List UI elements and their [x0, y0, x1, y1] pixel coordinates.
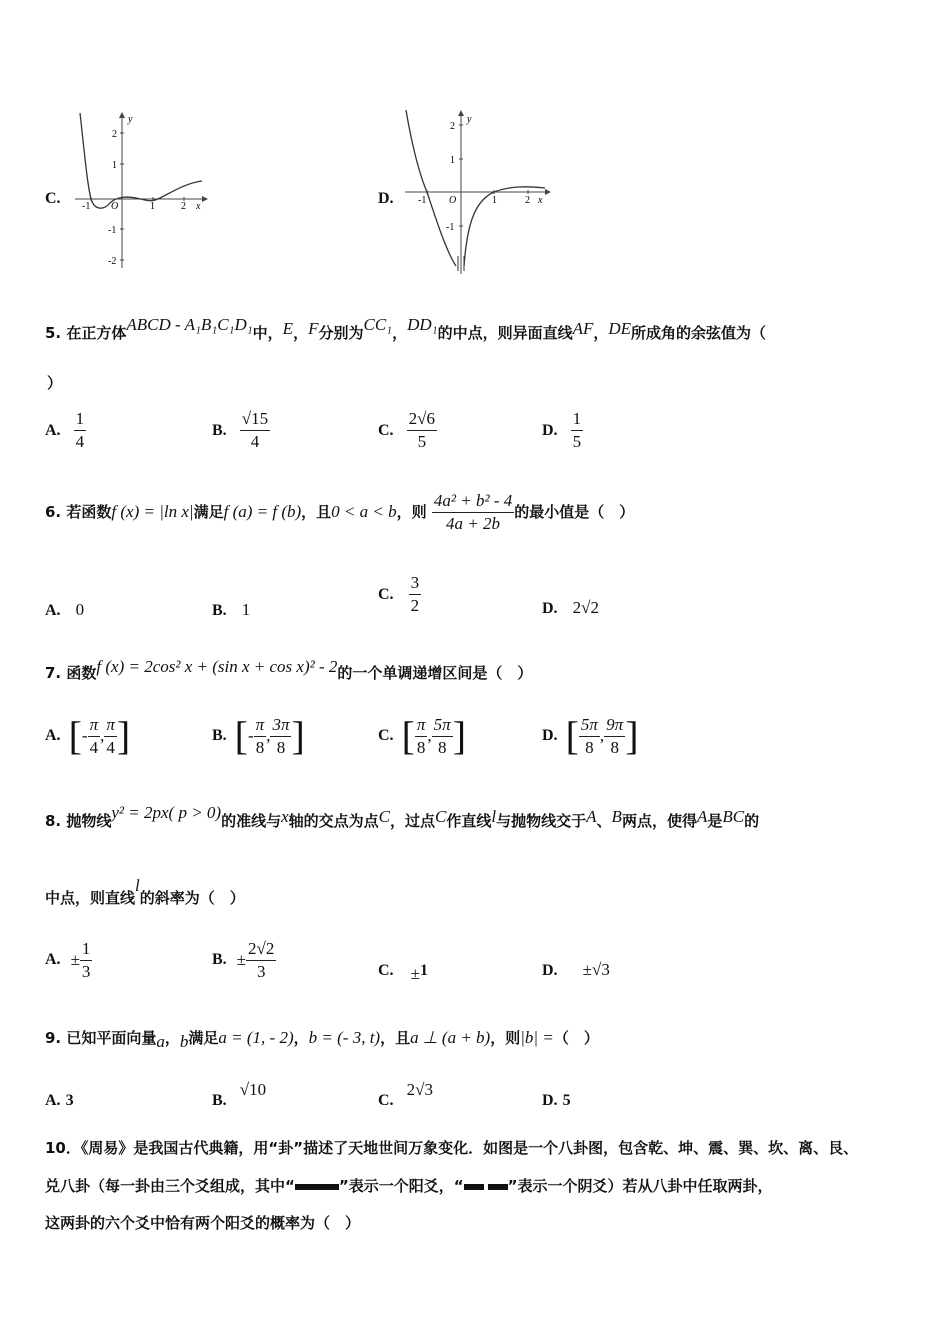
q8-text-7: 、	[596, 812, 612, 830]
q6-option-c[interactable]	[378, 574, 421, 615]
denominator: 4	[250, 431, 260, 451]
graph-c-ytick-1: 1	[112, 160, 117, 171]
q5-option-c[interactable]	[378, 410, 437, 451]
plus-minus: ±	[410, 964, 420, 983]
graph-c-ylabel: y	[128, 114, 133, 125]
denominator: 5	[572, 431, 582, 451]
q8-text-3: 轴的交点为点	[288, 812, 379, 830]
graph-c-ytick-2: 2	[112, 129, 117, 140]
denominator: 3	[256, 961, 266, 981]
q8-line-l-2: l	[135, 876, 140, 895]
q5-option-d[interactable]	[542, 410, 583, 451]
q8-text-4: ，过点	[390, 812, 436, 830]
q5-text-1: 在正方体	[66, 324, 127, 342]
q9-text-6: ，则	[490, 1029, 521, 1047]
q6-option-b-label: B.	[212, 602, 227, 619]
q5-dd1: DD₁	[407, 315, 438, 334]
q7-function: f (x) = 2cos² x + (sin x + cos x)² - 2	[96, 657, 338, 676]
denominator: 5	[417, 431, 427, 451]
graph-d-ytick-m1: -1	[446, 222, 455, 233]
q6-option-c-frac	[409, 574, 422, 615]
right-endpoint	[604, 716, 625, 757]
q5-cube: ABCD - A₁B₁C₁D₁	[126, 315, 253, 334]
q8-option-b[interactable]	[212, 940, 276, 981]
q8-parabola: y² = 2px( p > 0)	[111, 803, 222, 822]
sign: -	[81, 726, 88, 746]
q9-text-1: 已知平面向量	[66, 1029, 157, 1047]
denominator: 8	[610, 737, 619, 757]
graph-c-xlabel: x	[196, 201, 201, 212]
denominator: 4	[75, 431, 85, 451]
q8-text-9: 是	[707, 812, 723, 830]
q7-option-b-label: B.	[212, 727, 227, 745]
right-bracket: ]	[452, 713, 467, 759]
graph-c	[70, 108, 210, 273]
q9-stem	[45, 1027, 599, 1051]
q5-comma-2: ，	[392, 324, 408, 342]
q8-text-10: 的	[744, 812, 760, 830]
q7-option-d[interactable]: D. [ $\frac{5\pi}{8}$ , $\frac{9\pi}{8}$ ]	[542, 713, 639, 759]
right-bracket: ]	[625, 713, 639, 759]
q9-option-b[interactable]	[212, 1080, 267, 1109]
denominator: 2	[410, 595, 420, 615]
graph-d-xtick-m1: -1	[418, 195, 427, 206]
q6-option-d-label: D.	[542, 600, 558, 617]
graph-c-origin: O	[111, 201, 119, 212]
right-bracket: ]	[116, 713, 131, 759]
q8-text-11: 中点，则直线	[45, 889, 136, 907]
q5-option-b[interactable]	[212, 410, 270, 451]
q9-text-5: ，且	[380, 1029, 411, 1047]
q5-option-c-label: C.	[378, 421, 394, 439]
q9-vector-b-value: b = (- 3, t)	[308, 1028, 381, 1047]
q8-stem-line-2	[45, 876, 245, 908]
q8-text-8: 两点，使得	[621, 812, 697, 830]
q8-stem-line-1	[45, 803, 760, 831]
q9-option-d-value: 5	[562, 1092, 571, 1109]
q6-option-b[interactable]	[212, 600, 250, 620]
numerator: √15	[240, 410, 270, 431]
q6-text-2: 满足	[193, 502, 224, 521]
q5-option-a[interactable]	[45, 410, 86, 451]
q7-option-a-label: A.	[45, 727, 61, 745]
q7-stem	[45, 657, 533, 683]
numerator: π	[88, 716, 101, 737]
numerator: 3	[409, 574, 422, 595]
graph-c-xtick-2: 2	[181, 201, 186, 212]
q8-option-d-value: ±√3	[582, 960, 610, 979]
q8-segment-bc: BC	[722, 807, 745, 826]
q8-option-d[interactable]	[542, 960, 610, 980]
q5-comma-3: ，	[593, 324, 609, 342]
yin-yao-right-icon	[488, 1184, 508, 1190]
graph-c-ytick-m1: -1	[108, 225, 117, 236]
q9-vector-b: b	[179, 1032, 189, 1051]
q8-option-a-frac	[80, 940, 93, 981]
q8-line-l: l	[491, 807, 497, 826]
q8-option-c-label: C.	[378, 962, 394, 979]
q9-text-7: （ ）	[553, 1029, 599, 1047]
right-bracket: ]	[291, 713, 305, 759]
q8-option-a[interactable]	[45, 940, 92, 981]
yin-yao-left-icon	[464, 1184, 484, 1190]
graph-c-curve	[80, 113, 202, 208]
q6-number: 6.	[45, 502, 62, 521]
numerator: 9π	[604, 716, 625, 737]
q6-text-1: 若函数	[66, 502, 112, 521]
q6-equality: f (a) = f (b)	[223, 501, 302, 521]
q9-vector-a: a	[156, 1032, 165, 1051]
q9-option-a-label: A.	[45, 1092, 61, 1109]
q5-stem	[45, 315, 767, 343]
q6-option-c-label: C.	[378, 585, 394, 603]
q9-option-b-label: B.	[212, 1092, 227, 1109]
q8-text-1: 抛物线	[66, 812, 112, 830]
q9-option-c[interactable]	[378, 1080, 433, 1109]
plus-minus: ±	[70, 950, 80, 970]
numerator: 2√6	[407, 410, 437, 431]
graph-c-xtick-m1: -1	[82, 201, 91, 212]
q5-point-e: E	[282, 319, 294, 338]
q9-option-c-value: 2√3	[406, 1080, 433, 1099]
graph-d-curve-right	[464, 187, 545, 266]
q10-text-1: 兑八卦（每一卦由三个爻组成，其中“	[45, 1177, 295, 1195]
q7-text-1: 函数	[66, 664, 97, 682]
right-endpoint	[432, 716, 453, 757]
q6-expression	[432, 492, 514, 533]
q9-option-c-label: C.	[378, 1092, 394, 1109]
q5-option-b-label: B.	[212, 421, 227, 439]
option-c-label: C.	[45, 190, 61, 207]
denominator: 8	[255, 737, 265, 757]
q5-cc1: CC₁	[363, 315, 393, 334]
numerator: 4a² + b² - 4	[432, 492, 514, 513]
graph-c-xtick-1: 1	[150, 201, 155, 212]
q6-option-a[interactable]	[45, 600, 84, 620]
graph-d-curve-left	[406, 110, 456, 266]
q5-comma: ，	[293, 324, 309, 342]
left-bracket: [	[68, 713, 82, 759]
q5-text-3: 分别为	[318, 324, 364, 342]
q9-vector-a-value: a = (1, - 2)	[218, 1028, 294, 1047]
q8-text-2: 的准线与	[221, 812, 282, 830]
q8-option-b-frac	[246, 940, 276, 981]
left-endpoint	[415, 716, 428, 757]
q10-line-3: 这两卦的六个爻中恰有两个阳爻的概率为（ ）	[45, 1214, 361, 1232]
q8-point-a-2: A	[696, 807, 708, 826]
q9-perpendicular: a ⊥ (a + b)	[410, 1028, 491, 1047]
q5-option-c-frac	[407, 410, 437, 451]
q8-text-5: 作直线	[446, 812, 492, 830]
q10-line-2	[45, 1175, 772, 1196]
q5-option-d-frac	[571, 410, 584, 451]
q8-option-c-value: 1	[420, 962, 428, 979]
graph-d-ytick-2: 2	[450, 121, 455, 132]
left-endpoint	[254, 716, 267, 757]
left-endpoint	[88, 716, 101, 757]
q9-option-d[interactable]	[542, 1090, 571, 1110]
denominator: 3	[81, 961, 91, 981]
q5-close-paren: ）	[47, 374, 63, 392]
q5-number: 5.	[45, 324, 62, 342]
q6-text-5: 的最小值是（ ）	[514, 502, 635, 521]
graph-d-xtick-2: 2	[525, 195, 530, 206]
q5-option-a-frac	[74, 410, 87, 451]
graph-c-ytick-m2: -2	[108, 256, 117, 267]
denominator: 8	[437, 737, 447, 757]
q5-option-b-frac	[240, 410, 270, 451]
left-bracket: [	[234, 713, 248, 759]
q7-number: 7.	[45, 664, 62, 682]
q10-line-1: 10．《周易》是我国古代典籍，用“卦”描述了天地世间万象变化．如图是一个八卦图，包含乾、坤、震、巽、坎、离、艮、	[45, 1139, 859, 1157]
denominator: 4a + 2b	[446, 513, 501, 533]
q6-option-a-label: A.	[45, 602, 61, 619]
q8-number: 8.	[45, 812, 62, 830]
q10-text-2: ”表示一个阳爻，“	[338, 1177, 464, 1195]
numerator: 2√2	[246, 940, 276, 961]
q8-point-c: C	[378, 807, 391, 826]
q5-text-5: 所成角的余弦值为（	[631, 324, 767, 342]
q8-point-a: A	[586, 807, 597, 826]
yang-yao-icon	[295, 1184, 339, 1190]
q8-text-12: 的斜率为（ ）	[139, 889, 245, 907]
graph-d	[400, 106, 555, 276]
denominator: 8	[416, 737, 426, 757]
numerator: 1	[74, 410, 87, 431]
q5-line-af: AF	[572, 319, 594, 338]
q9-text-3: 满足	[188, 1029, 219, 1047]
q6-option-d-value: 2√2	[572, 598, 599, 617]
q6-text-3: ，且	[301, 502, 332, 521]
numerator: π	[415, 716, 428, 737]
numerator: π	[254, 716, 267, 737]
q8-point-b: B	[611, 807, 622, 826]
left-bracket: [	[565, 713, 579, 759]
q10-text-3: ”表示一个阴爻）若从八卦中任取两卦，	[507, 1177, 773, 1195]
q9-option-b-value: √10	[239, 1080, 267, 1099]
q9-magnitude: |b| =	[520, 1028, 554, 1047]
q6-option-b-value: 1	[241, 600, 251, 619]
q8-text-6: 与抛物线交于	[496, 812, 587, 830]
right-endpoint	[270, 716, 291, 757]
denominator: 4	[106, 737, 115, 757]
graph-d-ylabel: y	[467, 114, 472, 125]
numerator: 5π	[432, 716, 453, 737]
left-bracket: [	[401, 713, 415, 759]
numerator: 1	[571, 410, 584, 431]
q7-option-b[interactable]: B. [ - $\frac{\pi}{8}$ , $\frac{3\pi}{8}$ ]	[212, 713, 305, 759]
q5-line-de: DE	[608, 319, 632, 338]
plus-minus: ±	[236, 950, 247, 970]
q6-function: f (x) = |ln x|	[111, 501, 194, 521]
q9-option-a[interactable]	[45, 1090, 74, 1110]
q5-text-4: 的中点，则异面直线	[437, 324, 573, 342]
numerator: π	[104, 716, 117, 737]
q6-option-a-value: 0	[75, 600, 85, 619]
q7-option-c[interactable]: C. [ $\frac{\pi}{8}$ , $\frac{5\pi}{8}$ ]	[378, 713, 467, 759]
q7-text-2: 的一个单调递增区间是（ ）	[337, 664, 533, 682]
numerator: 1	[80, 940, 93, 961]
graph-d-ytick-1: 1	[450, 155, 455, 166]
q7-option-a[interactable]: A. [ - $\frac{\pi}{4}$ , $\frac{\pi}{4}$ ]	[45, 713, 131, 759]
q7-option-d-label: D.	[542, 727, 558, 745]
q8-option-d-label: D.	[542, 962, 558, 979]
graph-d-origin: O	[449, 195, 457, 206]
numerator: 5π	[579, 716, 600, 737]
graph-d-xlabel: x	[538, 195, 543, 206]
q8-option-b-label: B.	[212, 951, 227, 969]
q9-text-4: ，	[293, 1029, 309, 1047]
sign: -	[248, 726, 254, 746]
right-endpoint	[104, 716, 117, 757]
q6-condition: 0 < a < b	[331, 501, 397, 521]
denominator: 8	[585, 737, 594, 757]
q8-option-c[interactable]	[378, 960, 428, 983]
q5-text-2: 中，	[252, 324, 283, 342]
q6-option-d[interactable]	[542, 598, 599, 618]
graph-d-xtick-1: 1	[492, 195, 497, 206]
q5-option-d-label: D.	[542, 421, 558, 439]
option-d-label: D.	[378, 190, 394, 207]
denominator: 8	[276, 737, 286, 757]
q9-option-d-label: D.	[542, 1092, 558, 1109]
q9-option-a-value: 3	[65, 1092, 74, 1109]
denominator: 4	[89, 737, 99, 757]
q6-text-4: ，则	[396, 502, 427, 521]
q8-point-c-2: C	[435, 807, 447, 826]
numerator: 3π	[270, 716, 291, 737]
q6-stem	[45, 492, 634, 533]
q9-text-2: ，	[164, 1029, 180, 1047]
left-endpoint	[579, 716, 600, 757]
q7-option-c-label: C.	[378, 727, 394, 745]
q8-x: x	[281, 807, 289, 826]
q8-option-a-label: A.	[45, 951, 61, 969]
q5-point-f: F	[308, 319, 319, 338]
q9-number: 9.	[45, 1029, 62, 1047]
q5-option-a-label: A.	[45, 421, 61, 439]
